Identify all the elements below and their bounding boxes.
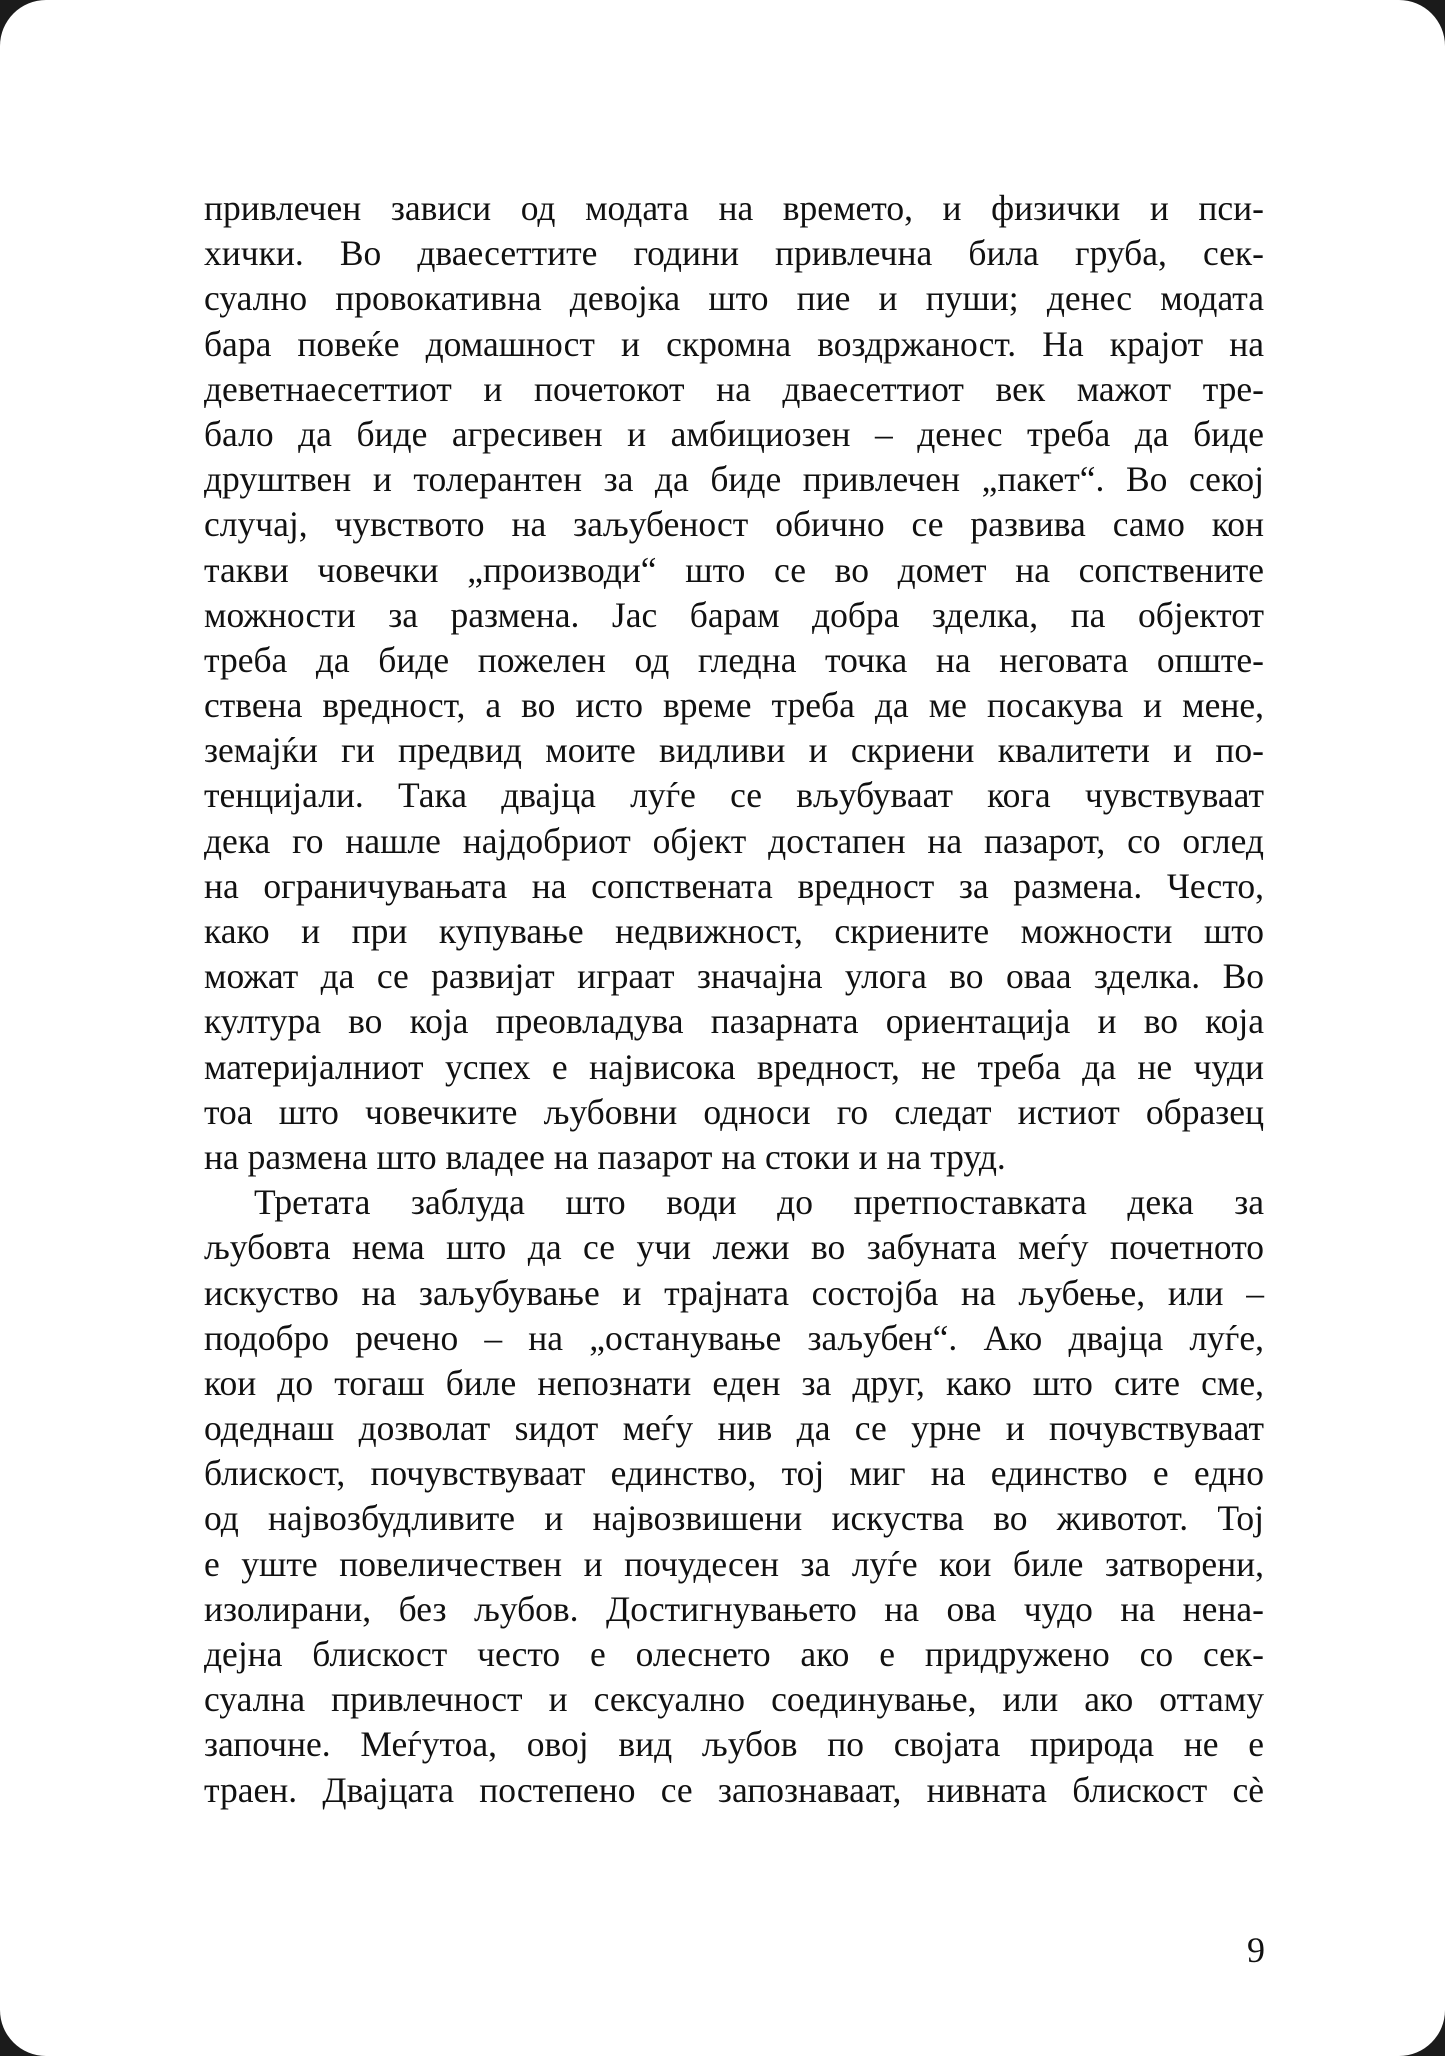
text-line: ствена вредност, а во исто време треба да ме посакува и мене, (204, 685, 1264, 726)
text-line: искуство на заљубување и трајната состојба на љубење, или – (204, 1272, 1264, 1313)
text-line: такви човечки „производи“ што се во домет на сопствените (204, 549, 1264, 590)
text-line: тоа што човечките љубовни односи го следат истиот образец (204, 1091, 1264, 1132)
text-line: на ограничувањата на сопствената вредност за размена. Често, (204, 865, 1264, 906)
text-line: бара повеќе домашност и скромна воздржаност. На крајот на (204, 323, 1264, 364)
text-line: можат да се развијат играат значајна улога во оваа зделка. Во (204, 956, 1264, 997)
body-text (204, 186, 1264, 1813)
text-line: изолирани, без љубов. Достигнувањето на ова чудо на нена- (204, 1588, 1264, 1629)
text-line: е уште повеличествен и почудесен за луѓе кои биле затворени, (204, 1543, 1264, 1584)
text-line: тенцијали. Така двајца луѓе се вљубуваат кога чувствуваат (204, 775, 1264, 816)
text-line: одеднаш дозволат ѕидот меѓу нив да се урне и почувствуваат (204, 1408, 1264, 1449)
text-line: започне. Меѓутоа, овој вид љубов по својата природа не е (204, 1724, 1264, 1765)
text-line: материјалниот успех е највисока вредност, не треба да не чуди (204, 1046, 1264, 1087)
page-number: 9 (1247, 1930, 1265, 1970)
text-line: од највозбудливите и највозвишени искуства во животот. Тој (204, 1498, 1264, 1539)
text-line: можности за размена. Јас барам добра зделка, па објектот (204, 594, 1264, 635)
text-line: култура во која преовладува пазарната ориентација и во која (204, 1001, 1264, 1042)
text-line: деветнаесеттиот и почетокот на дваесеттиот век мажот тре- (204, 368, 1264, 409)
text-line: друштвен и толерантен за да биде привлечен „пакет“. Во секој (204, 459, 1264, 500)
text-line: на размена што владее на пазарот на стоки и на труд. (204, 1136, 1006, 1177)
text-line: хички. Во дваесеттите години привлечна била груба, сек- (204, 233, 1264, 274)
text-line: дека го нашле најдобриот објект достапен на пазарот, со оглед (204, 820, 1264, 861)
text-line: земајќи ги предвид моите видливи и скриени квалитети и по- (204, 730, 1264, 771)
text-line: треба да биде пожелен од гледна точка на неговата опште- (204, 639, 1264, 680)
text-line: подобро речено – на „останување заљубен“. Ако двајца луѓе, (204, 1317, 1264, 1358)
text-line: кои до тогаш биле непознати еден за друг, како што сите сме, (204, 1362, 1264, 1403)
text-line: Третата заблуда што води до претпоставката дека за (254, 1182, 1264, 1223)
text-line: траен. Двајцата постепено се запознаваат, нивната блискост сè (204, 1769, 1264, 1810)
text-line: бало да биде агресивен и амбициозен – денес треба да биде (204, 413, 1264, 454)
text-line: дејна блискост често е олеснето ако е придружено со сек- (204, 1634, 1264, 1674)
text-line: случај, чувството на заљубеност обично се развива само кон (204, 504, 1264, 545)
paragraph (204, 186, 1264, 1180)
text-line: блискост, почувствуваат единство, тој миг на единство е едно (204, 1453, 1264, 1494)
paragraph (204, 1180, 1264, 1813)
text-line: суална привлечност и сексуално соединување, или ако оттаму (204, 1679, 1264, 1720)
text-line: како и при купување недвижност, скриените можности што (204, 911, 1264, 951)
text-line: привлечен зависи од модата на времето, и физички и пси- (204, 188, 1264, 228)
text-line: суално провокативна девојка што пие и пуши; денес модата (204, 278, 1264, 319)
text-line: љубовта нема што да се учи лежи во забуната меѓу почетното (204, 1227, 1264, 1268)
